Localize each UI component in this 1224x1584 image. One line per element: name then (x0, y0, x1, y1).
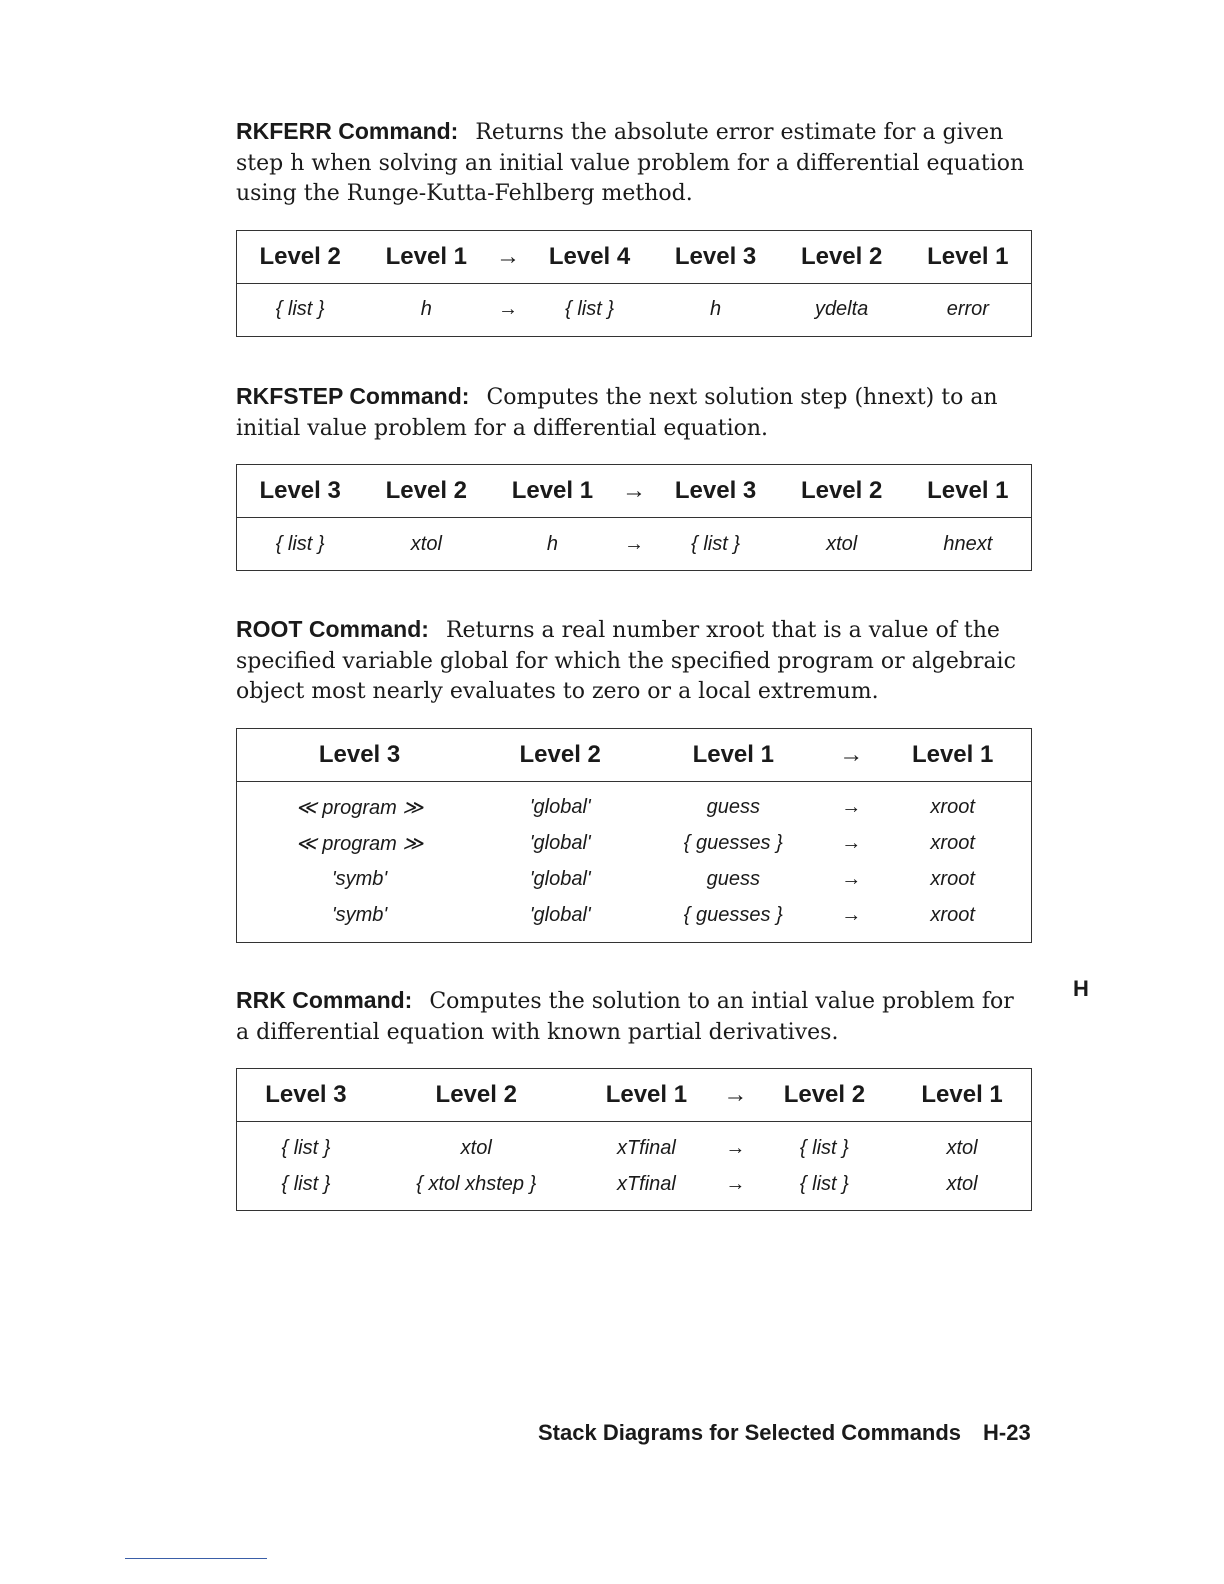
table-arrow: → (841, 904, 862, 926)
rkfstep-paragraph (236, 381, 1032, 444)
table-cell: guess (706, 868, 760, 890)
header-cell: Level 1 (489, 465, 615, 518)
table-row (237, 898, 1032, 943)
header-cell: Level 3 (237, 1069, 375, 1122)
header-cell: Level 2 (756, 1069, 893, 1122)
rrk-stack-table (236, 1068, 1032, 1211)
header-cell: Level 2 (237, 230, 364, 283)
table-cell: error (946, 298, 989, 320)
table-cell: { guesses } (683, 832, 783, 854)
header-cell: Level 2 (363, 465, 489, 518)
table-row (237, 1122, 1032, 1167)
table-cell: h (546, 532, 558, 555)
table-cell: xroot (930, 904, 975, 926)
rrk-paragraph (236, 985, 1032, 1048)
table-cell: xTfinal (616, 1172, 676, 1195)
table-arrow: → (725, 1136, 746, 1159)
appendix-tab-label: H (1073, 976, 1089, 1001)
table-cell: { list } (281, 1136, 331, 1159)
table-arrow: → (841, 868, 862, 890)
table-cell: xroot (930, 832, 975, 854)
table-cell: ≪ program ≫ (295, 833, 424, 855)
rkferr-paragraph (236, 116, 1032, 210)
header-cell: Level 2 (482, 728, 638, 781)
table-cell: { list } (691, 532, 741, 555)
header-arrow: → (715, 1069, 756, 1122)
header-cell: Level 3 (653, 230, 779, 283)
header-cell: Level 1 (578, 1069, 715, 1122)
header-cell: Level 3 (237, 465, 364, 518)
table-cell: h (710, 298, 722, 320)
table-row (237, 1166, 1032, 1211)
header-arrow: → (489, 230, 526, 283)
table-cell: h (420, 298, 432, 320)
table-cell: { list } (275, 298, 325, 320)
rrk-section (236, 985, 1032, 1211)
header-cell: Level 3 (237, 728, 483, 781)
table-cell: { xtol xhstep } (416, 1172, 537, 1195)
table-row (237, 518, 1032, 571)
table-cell: { list } (799, 1136, 849, 1159)
table-cell: xtol (410, 532, 442, 555)
header-arrow: → (615, 465, 652, 518)
root-stack-table (236, 728, 1032, 943)
table-cell: 'global' (529, 796, 591, 818)
table-cell: xtol (946, 1136, 978, 1159)
table-cell: { list } (799, 1172, 849, 1195)
rrk-description: Computes the solution to an intial value problem for a differential equation with known partial derivatives. (236, 989, 1014, 1045)
header-cell: Level 1 (893, 1069, 1031, 1122)
rkfstep-command-title: RKFSTEP Command: (236, 383, 470, 409)
rrk-command-title: RRK Command: (236, 987, 413, 1013)
header-cell: Level 1 (638, 728, 828, 781)
header-cell: Level 1 (905, 230, 1032, 283)
table-cell: xtol (460, 1136, 492, 1159)
table-cell: xtol (826, 532, 858, 555)
table-row (237, 283, 1032, 336)
root-command-title: ROOT Command: (236, 616, 429, 642)
table-arrow: → (623, 532, 644, 555)
table-cell: xTfinal (616, 1136, 676, 1159)
root-section (236, 614, 1032, 943)
header-cell: Level 1 (874, 728, 1031, 781)
rkferr-stack-table (236, 230, 1032, 337)
rkferr-section (236, 116, 1032, 337)
header-cell: Level 2 (375, 1069, 578, 1122)
rkfstep-section (236, 381, 1032, 571)
rkferr-command-title: RKFERR Command: (236, 118, 459, 144)
table-cell: xroot (930, 796, 975, 818)
rkfstep-description: Computes the next solution step (hnext) to an initial value problem for a differential equation. (236, 385, 998, 441)
table-row (237, 826, 1032, 862)
table-cell: guess (706, 796, 760, 818)
table-arrow: → (725, 1172, 746, 1195)
header-cell: Level 2 (779, 230, 905, 283)
header-cell: Level 1 (363, 230, 489, 283)
table-cell: ydelta (814, 298, 869, 320)
table-cell: xtol (946, 1172, 978, 1195)
table-cell: 'global' (529, 868, 591, 890)
root-description: Returns a real number xroot that is a value of the specified variable global for which the specified program or algebraic object most nearly evaluates to zero or a local extremum. (236, 618, 1016, 704)
table-arrow: → (497, 298, 518, 320)
rkfstep-stack-table (236, 464, 1032, 571)
header-arrow: → (828, 728, 874, 781)
table-cell: ≪ program ≫ (295, 797, 424, 819)
table-cell: 'symb' (331, 868, 388, 890)
table-cell: { list } (275, 532, 325, 555)
header-cell: Level 1 (905, 465, 1032, 518)
header-cell: Level 2 (779, 465, 905, 518)
table-row (237, 781, 1032, 826)
table-cell: xroot (930, 868, 975, 890)
root-paragraph (236, 614, 1032, 708)
table-cell: hnext (943, 532, 993, 555)
rkferr-description: Returns the absolute error estimate for a given step h when solving an initial value problem for a differential equation using the Runge-Kutta-Fehlberg method. (236, 120, 1025, 206)
table-cell: 'symb' (331, 904, 388, 926)
table-cell: { list } (281, 1172, 331, 1195)
table-cell: 'global' (529, 832, 591, 854)
page-number: H-23 (983, 1420, 1031, 1445)
page-footer (538, 1420, 1031, 1446)
bottom-rule (125, 1558, 267, 1559)
table-arrow: → (841, 796, 862, 818)
header-cell: Level 3 (653, 465, 779, 518)
header-cell: Level 4 (527, 230, 653, 283)
table-arrow: → (841, 832, 862, 854)
table-cell: 'global' (529, 904, 591, 926)
footer-title: Stack Diagrams for Selected Commands (538, 1420, 962, 1445)
table-cell: { guesses } (683, 904, 783, 926)
table-cell: { list } (565, 298, 614, 320)
table-row (237, 862, 1032, 898)
